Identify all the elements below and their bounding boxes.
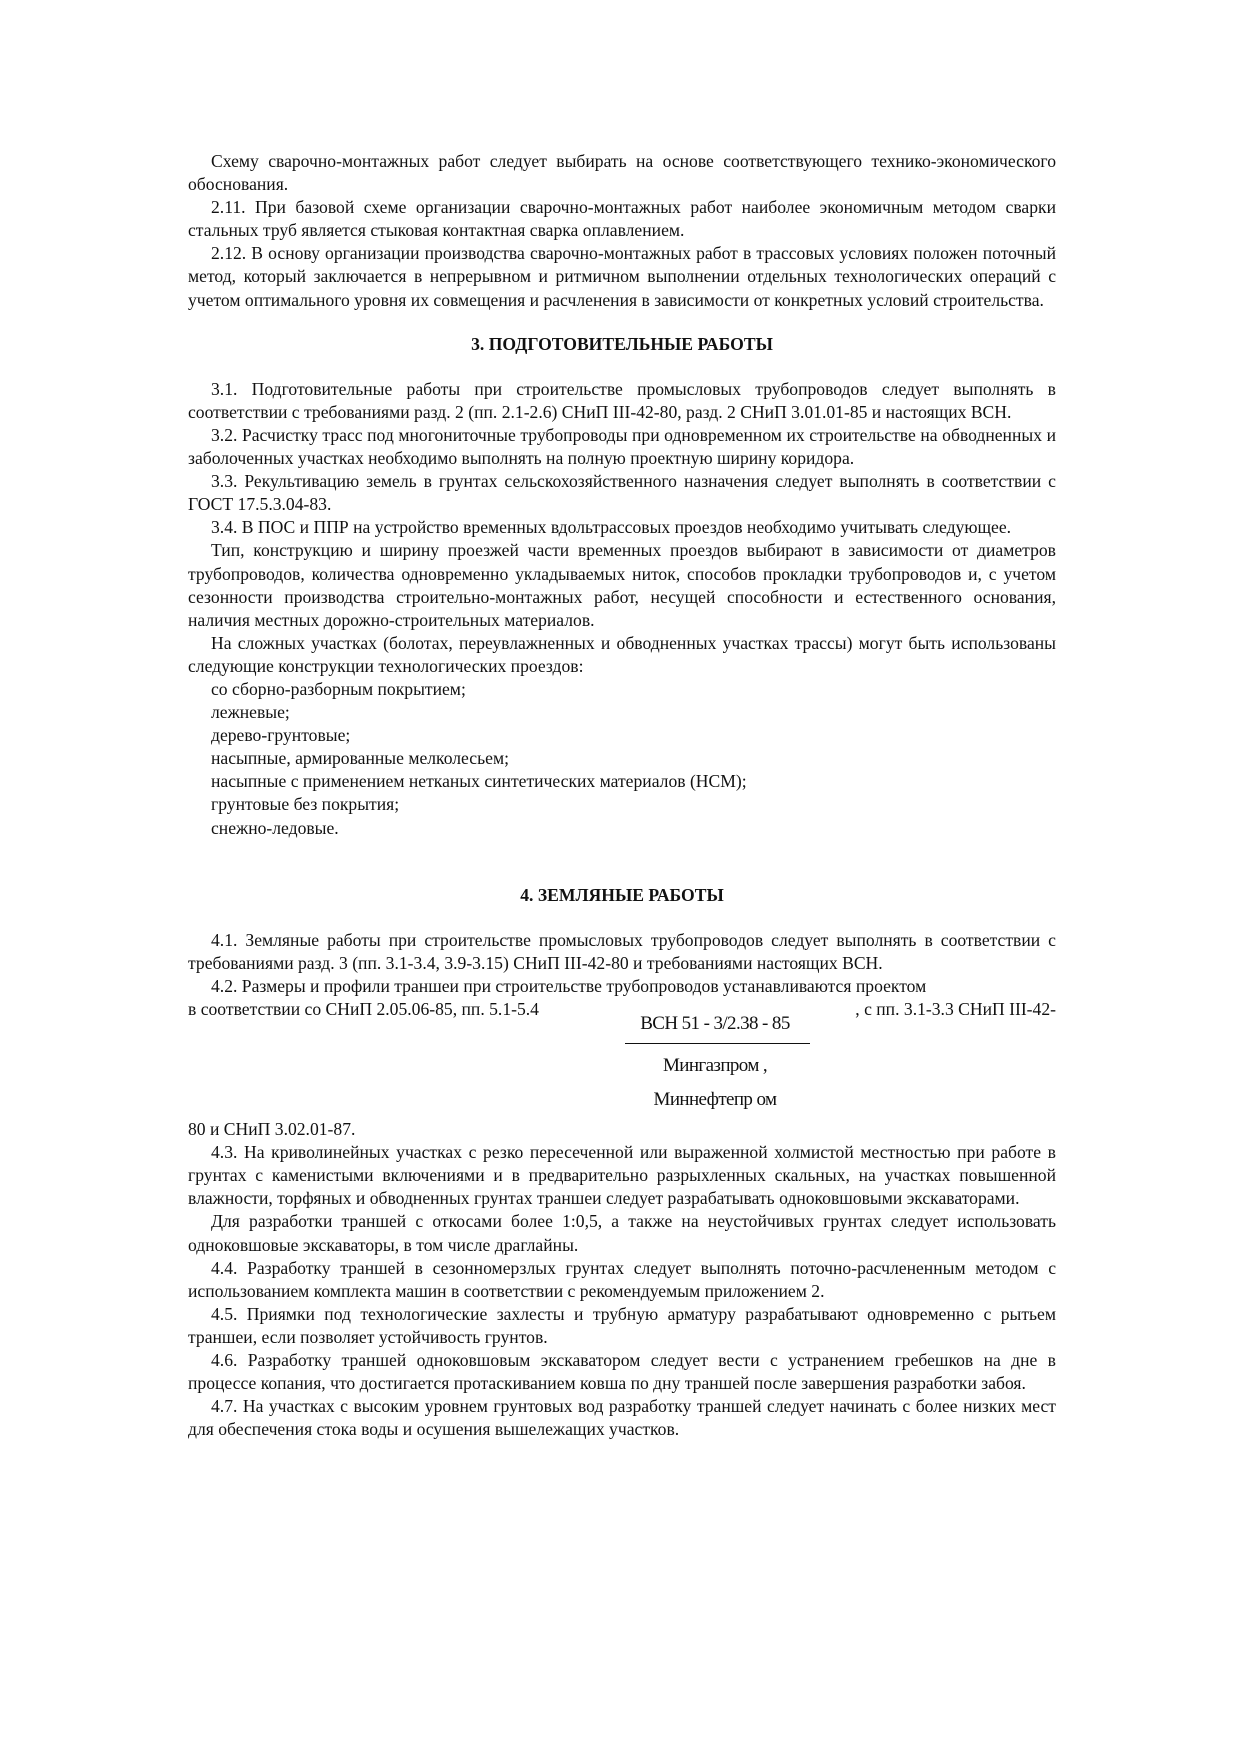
paragraph-4-3: 4.3. На криволинейных участках с резко пересеченной или выраженной холмистой местностью при работе в грунтах с каменистыми включениями и в предварительно разрыхленных скальных, на участках повышенной влажности, торфяных и обводненных грунтах траншеи следует разрабатывать одноковшовыми экскаваторами. (188, 1142, 1056, 1209)
reference-snip-cont: , с пп. 3.1-3.3 СНиП III-42- (855, 999, 1056, 1019)
document-page (188, 150, 1056, 1441)
paragraph-4-2-cont: 80 и СНиП 3.02.01-87. (188, 1119, 356, 1140)
fraction-denominator-1: Мингазпром , (662, 1054, 768, 1076)
paragraph-4-1: 4.1. Земляные работы при строительстве промысловых трубопроводов следует выполнять в соответствии с требованиями разд. 3 (пп. 3.1-3.4, 3.9-3.15) СНиП III-42-80 и требованиями настоящих ВСН. (188, 929, 1056, 973)
paragraph-3-4: 3.4. В ПОС и ППР на устройство временных вдольтрассовых проездов необходимо учитывать следующее. (211, 517, 1012, 538)
paragraph-4-2 (188, 975, 1056, 1141)
paragraph-4-7: 4.7. На участках с высоким уровнем грунтовых вод разработку траншей следует начинать с более низких мест для обеспечения стока воды и осушения вышележащих участков. (188, 1396, 1056, 1440)
list-item: насыпные с применением нетканых синтетических материалов (НСМ); (211, 771, 747, 792)
paragraph-4-3-slopes: Для разработки траншей с откосами более 1:0,5, а также на неустойчивых грунтах следует использовать одноковшовые экскаваторы, в том числе драглайны. (188, 1211, 1056, 1255)
road-types-list (188, 678, 1056, 840)
paragraph-4-4: 4.4. Разработку траншей в сезонномерзлых грунтах следует выполнять поточно-расчлененным методом с использованием комплекта машин в соответствии с рекомендуемым приложением 2. (188, 1257, 1056, 1301)
paragraph-intro-1: Схему сварочно-монтажных работ следует выбирать на основе соответствующего технико-экономического обоснования. (188, 151, 1056, 195)
fraction-bar (625, 1043, 810, 1044)
fraction-numerator: ВСН 51 - 3/2.38 - 85 (640, 1012, 790, 1034)
list-item: дерево-грунтовые; (211, 725, 351, 746)
section-4-heading: 4. ЗЕМЛЯНЫЕ РАБОТЫ (520, 884, 724, 905)
list-item: со сборно-разборным покрытием; (211, 678, 466, 699)
paragraph-4-5: 4.5. Приямки под технологические захлесты и трубную арматуру разрабатывают одновременно с рытьем траншеи, если позволяет устойчивость грунтов. (188, 1303, 1056, 1347)
paragraph-4-6: 4.6. Разработку траншей одноковшовым экскаватором следует вести с устранением гребешков на дне в процессе копания, что достигается протаскиванием ковша по дну траншей после завершения разработки забоя. (188, 1350, 1056, 1394)
paragraph-2-12: 2.12. В основу организации производства сварочно-монтажных работ в трассовых условиях положен поточный метод, который заключается в непрерывном и ритмичном выполнении отдельных технологических операций с учетом оптимального уровня их совмещения и расчленения в зависимости от конкретных условий строительства. (188, 243, 1056, 310)
paragraph-4-2-line1: 4.2. Размеры и профили траншеи при строительстве трубопроводов устанавливаются проектом (211, 975, 927, 996)
list-item: грунтовые без покрытия; (211, 794, 400, 815)
paragraph-3-2: 3.2. Расчистку трасс под многониточные трубопроводы при одновременном их строительстве на обводненных и заболоченных участках необходимо выполнять на полную проектную ширину коридора. (188, 424, 1056, 469)
fraction-denominator-2: Миннефтепр ом (653, 1088, 777, 1110)
paragraph-3-1: 3.1. Подготовительные работы при строительстве промысловых трубопроводов следует выполнять в соответствии с требованиями разд. 2 (пп. 2.1-2.6) СНиП III-42-80, разд. 2 СНиП 3.01.01-85 и настоящих ВСН. (188, 378, 1056, 422)
paragraph-3-3: 3.3. Рекультивацию земель в грунтах сельскохозяйственного назначения следует выполнять в соответствии с ГОСТ 17.5.3.04-83. (188, 471, 1056, 515)
list-item: снежно-ледовые. (211, 817, 339, 838)
list-item: лежневые; (211, 702, 290, 723)
paragraph-3-4-complex: На сложных участках (болотах, переувлажненных и обводненных участках трассы) могут быть использованы следующие конструкции технологических проездов: (188, 632, 1056, 676)
reference-snip: в соответствии со СНиП 2.05.06-85, пп. 5.1-5.4 (188, 999, 539, 1019)
list-item: насыпные, армированные мелколесьем; (211, 748, 509, 769)
paragraph-3-4-type: Тип, конструкцию и ширину проезжей части временных проездов выбирают в зависимости от диаметров трубопроводов, количества одновременно укладываемых ниток, способов прокладки трубопроводов и, с учетом сезонности производства строительно-монтажных работ, несущей способности и естественного основания, наличия местных дорожно-строительных материалов. (188, 540, 1056, 630)
paragraph-2-11: 2.11. При базовой схеме организации сварочно-монтажных работ наиболее экономичным методом сварки стальных труб является стыковая контактная сварка оплавлением. (188, 197, 1056, 241)
section-3-heading: 3. ПОДГОТОВИТЕЛЬНЫЕ РАБОТЫ (471, 333, 773, 354)
